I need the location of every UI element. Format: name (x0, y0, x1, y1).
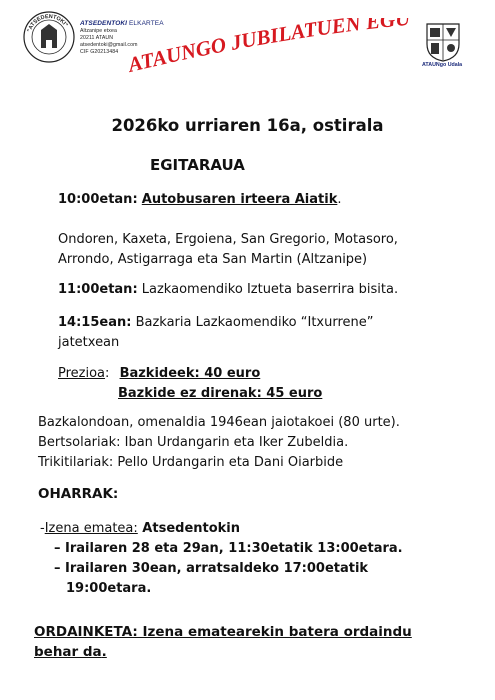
program-item-departure: 10:00etan: Autobusaren irteera Aiatik. (58, 192, 342, 207)
item-time: 11:00etan: (58, 282, 138, 297)
program-title: EGITARAUA (150, 156, 245, 174)
registration-date-2-cont: 19:00etara. (66, 581, 152, 596)
registration-label: Izena ematea: (44, 521, 138, 536)
item-time: 14:15ean: (58, 315, 132, 330)
event-banner-title (120, 18, 420, 78)
registration-place: Atsedentokin (137, 521, 241, 536)
price-block: Prezioa: Bazkideek: 40 euro Bazkide ez direnak: 45 euro (58, 366, 323, 401)
org-name-rest: ELKARTEA (127, 20, 164, 27)
registration-dates (54, 539, 403, 599)
price-members: Bazkideek: 40 euro (119, 366, 261, 381)
association-seal-logo (22, 10, 76, 64)
banner-text: ATAUNGO JUBILATUEN EGU (125, 18, 412, 77)
registration-date-1: Irailaren 28 eta 29an, 11:30etatik 13:00etara. (65, 541, 403, 556)
route-line-1: Ondoren, Kaxeta, Ergoiena, San Gregorio, Motasoro, (58, 232, 398, 247)
item-text: Lazkaomendiko Iztueta baserrira bisita. (137, 282, 399, 297)
program-item-route (58, 230, 398, 270)
registration-date-2: Irailaren 30ean, arratsaldeko 17:00etatik (65, 561, 369, 576)
route-line-2: Arrondo, Astigarraga eta San Martin (Altzanipe) (58, 252, 368, 267)
item-text: Bazkaria Lazkaomendiko “Itxurrene” (131, 315, 374, 330)
org-address: Altzanipe etxea (80, 28, 117, 34)
org-name-bold: ATSEDENTOKI (80, 20, 128, 27)
dash-icon: – (54, 541, 66, 556)
tribute-line: Bazkalondoan, omenaldia 1946ean jaiotakoei (80 urte). (38, 415, 400, 430)
event-date: 2026ko urriaren 16a, ostirala (111, 116, 384, 135)
price-label: Prezioa (58, 366, 106, 381)
svg-text:ATAUNGO JUBILATUEN EGUNA (120, 18, 413, 77)
notes-title: OHARRAK: (38, 486, 119, 502)
seal-text: "ATSEDENTOKI" (26, 13, 69, 33)
org-cif: CIF G20213484 (80, 49, 119, 55)
afternoon-info (38, 413, 400, 473)
payment-line-1: ORDAINKETA: Izena ematearekin batera ordaindu (34, 624, 412, 640)
town-hall-coat-of-arms (424, 20, 462, 62)
payment-line-2: behar da (34, 644, 102, 660)
price-non-members: Bazkide ez direnak: 45 euro (118, 386, 323, 401)
item-time: 10:00etan: (58, 192, 138, 207)
dash-icon: – (54, 561, 66, 576)
org-email: atsedentoki@gmail.com (80, 42, 138, 48)
bertsolari-line: Bertsolariak: Iban Urdangarin eta Iker Zubeldia. (38, 435, 349, 450)
town-hall-caption: ATAUNgo Udala (422, 62, 463, 68)
program-item-visit (58, 280, 398, 300)
item-text: Autobusaren irteera Aiatik (141, 192, 338, 207)
trikitilari-line: Trikitilariak: Pello Urdangarin eta Dani Oiarbide (38, 455, 344, 470)
registration-line: -Izena ematea: Atsedentokin (40, 521, 241, 536)
org-postcode: 20211 ATAUN (80, 35, 114, 41)
item-text-line2: jatetxean (58, 335, 120, 350)
payment-note: ORDAINKETA: Izena ematearekin batera ordaindu behar da. (34, 622, 474, 662)
program-item-lunch (58, 313, 374, 353)
